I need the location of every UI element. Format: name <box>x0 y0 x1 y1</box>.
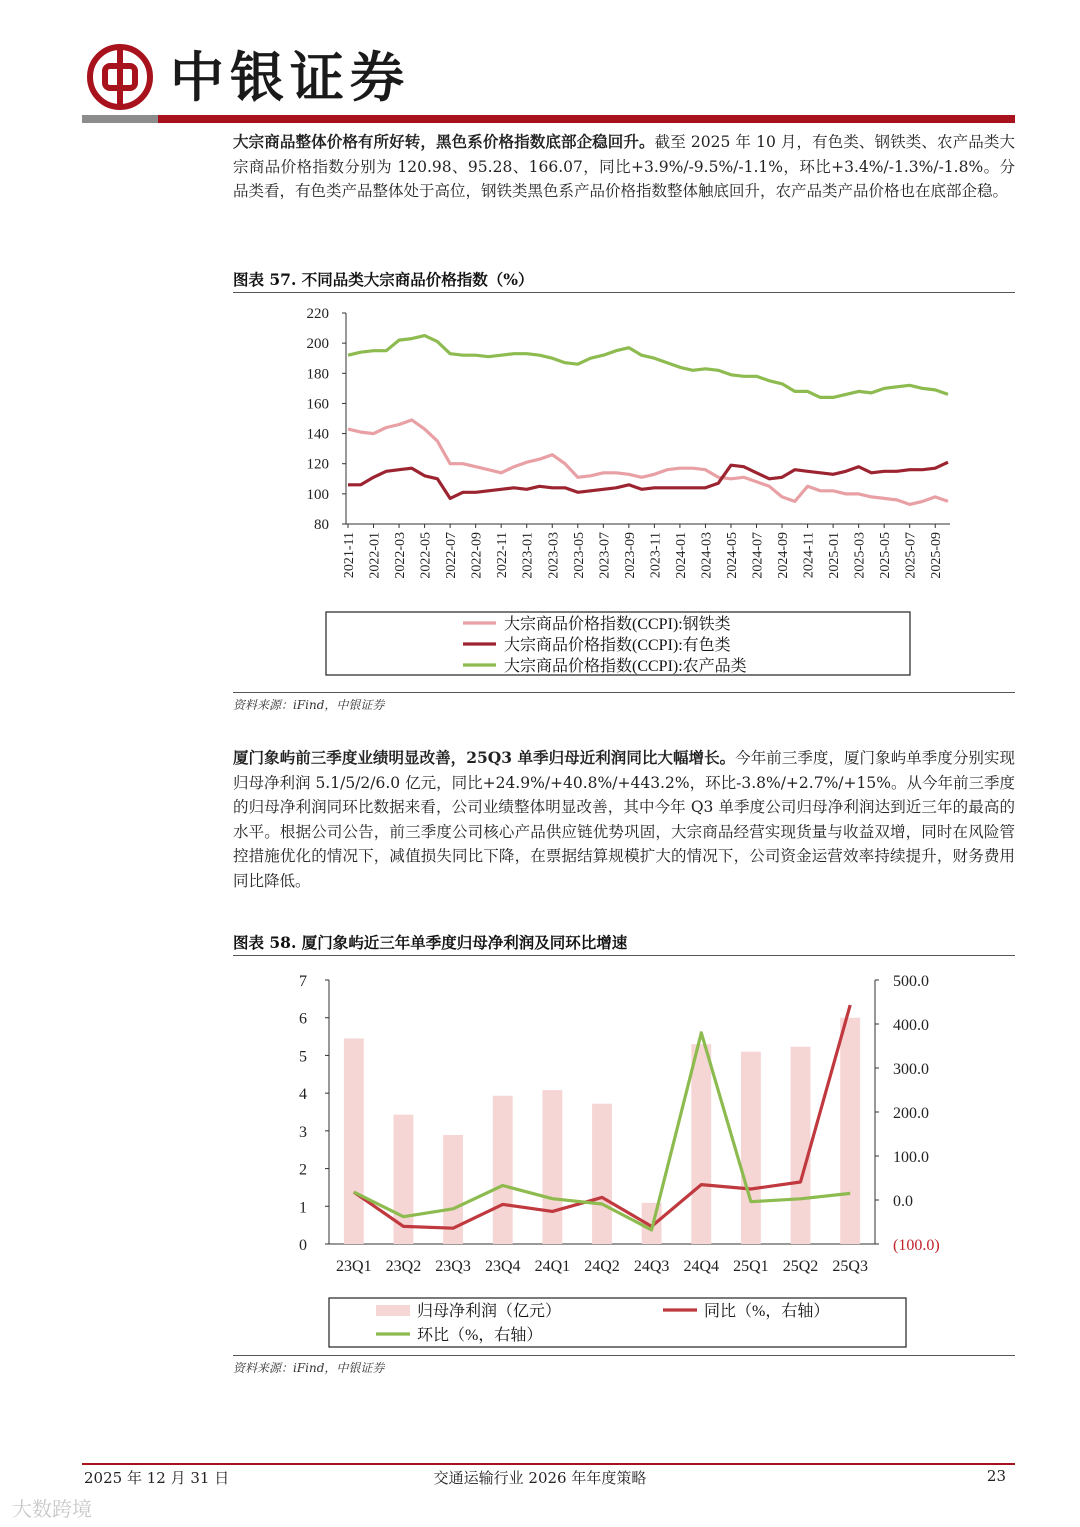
right-tick-label: 500.0 <box>893 973 929 990</box>
x-tick-label: 2022-01 <box>367 532 383 579</box>
figure-57-bottom-rule <box>233 692 1015 693</box>
legend-label: 大宗商品价格指数(CCPI):钢铁类 <box>504 616 731 633</box>
y-tick-label: 220 <box>306 306 329 322</box>
profit-bar <box>592 1104 612 1244</box>
legend-label: 大宗商品价格指数(CCPI):农产品类 <box>504 658 747 675</box>
header-bar-red <box>158 115 1015 123</box>
right-tick-label: 400.0 <box>893 1017 929 1034</box>
x-tick-label: 2023-09 <box>622 532 638 579</box>
left-tick-label: 6 <box>299 1010 307 1028</box>
left-tick-label: 2 <box>299 1161 307 1179</box>
y-tick-label: 200 <box>306 336 329 353</box>
x-tick-label: 2024-05 <box>724 532 740 579</box>
series-line <box>348 336 948 398</box>
x-tick-label: 2023-05 <box>571 532 587 579</box>
right-tick-label: 200.0 <box>893 1105 929 1122</box>
x-tick-label: 2024-01 <box>673 532 689 579</box>
x-tick-label: 2022-07 <box>444 532 460 579</box>
y-tick-label: 140 <box>306 426 329 443</box>
profit-bar <box>840 1018 860 1244</box>
category-label: 23Q2 <box>385 1258 422 1275</box>
paragraph-xiamen-xiangyu <box>233 746 1015 893</box>
y-tick-label: 180 <box>306 366 329 383</box>
profit-bar <box>542 1090 562 1244</box>
legend-swatch <box>376 1305 410 1316</box>
x-tick-label: 2024-07 <box>750 532 766 579</box>
x-tick-label: 2023-07 <box>597 532 613 579</box>
x-tick-label: 2024-03 <box>699 532 715 579</box>
footer-title: 交通运输行业 2026 年年度策略 <box>433 1469 647 1487</box>
net-profit-growth-chart <box>233 958 1015 1352</box>
figure-58-top-rule <box>233 955 1015 956</box>
left-tick-label: 3 <box>299 1123 307 1141</box>
header-bar-gray <box>82 115 158 123</box>
figure-57-title: 图表 57. 不同品类大宗商品价格指数（%） <box>233 270 534 289</box>
commodity-price-index-chart <box>233 296 1015 688</box>
category-label: 24Q1 <box>534 1258 571 1275</box>
left-tick-label: 7 <box>299 973 307 990</box>
category-label: 23Q1 <box>336 1258 372 1275</box>
y-tick-label: 120 <box>306 456 329 473</box>
x-tick-label: 2024-11 <box>801 532 817 579</box>
watermark: 大数跨境 <box>12 1497 92 1521</box>
legend-label: 同比（%，右轴） <box>704 1303 830 1320</box>
right-tick-label: 0.0 <box>893 1193 913 1210</box>
y-tick-label: 100 <box>306 486 329 503</box>
category-label: 25Q3 <box>832 1258 868 1275</box>
right-tick-label: (100.0) <box>893 1237 940 1254</box>
footer-rule <box>82 1463 1015 1465</box>
paragraph-lead: 大宗商品整体价格有所好转，黑色系价格指数底部企稳回升。 <box>233 132 655 151</box>
profit-bar <box>344 1038 364 1244</box>
category-label: 25Q2 <box>782 1258 819 1275</box>
x-tick-label: 2022-03 <box>393 532 409 579</box>
x-tick-label: 2024-09 <box>776 532 792 579</box>
x-tick-label: 2022-11 <box>495 532 511 579</box>
x-tick-label: 2022-09 <box>469 532 485 579</box>
left-tick-label: 5 <box>299 1048 307 1066</box>
x-tick-label: 2023-11 <box>648 532 664 579</box>
category-label: 23Q4 <box>484 1258 521 1275</box>
x-tick-label: 2025-09 <box>929 532 945 579</box>
x-tick-label: 2023-03 <box>546 532 562 579</box>
left-tick-label: 0 <box>299 1237 307 1254</box>
paragraph-commodity-prices <box>233 130 1015 204</box>
x-tick-label: 2022-05 <box>418 532 434 579</box>
y-tick-label: 160 <box>306 396 329 413</box>
x-tick-label: 2023-01 <box>520 532 536 579</box>
legend-label: 归母净利润（亿元） <box>417 1303 562 1320</box>
bank-of-china-logo <box>87 44 153 110</box>
x-tick-label: 2025-05 <box>878 532 894 579</box>
right-tick-label: 300.0 <box>893 1061 929 1078</box>
figure-58-title: 图表 58. 厦门象屿近三年单季度归母净利润及同环比增速 <box>233 933 628 952</box>
series-line <box>348 420 948 504</box>
profit-bar <box>493 1096 513 1244</box>
x-tick-label: 2025-07 <box>903 532 919 579</box>
figure-57-source: 资料来源：iFind，中银证券 <box>233 698 385 712</box>
profit-bar <box>741 1052 761 1244</box>
legend-label: 大宗商品价格指数(CCPI):有色类 <box>504 637 731 654</box>
page-number: 23 <box>986 1467 1006 1485</box>
legend-label: 环比（%，右轴） <box>417 1327 543 1344</box>
figure-57-top-rule <box>233 292 1015 293</box>
x-tick-label: 2021-11 <box>342 532 357 579</box>
figure-58-source: 资料来源：iFind，中银证券 <box>233 1361 385 1375</box>
category-label: 24Q4 <box>683 1258 720 1275</box>
profit-bar <box>791 1047 811 1244</box>
paragraph-body: 截至 2025 年 10 月，有色类、钢铁类、农产品类大宗商品价格指数分别为 120.98、95.28、166.07，同比+3.9%/-9.5%/-1.1%，环比+3.4%/-1.3%/-1.8%。分品类看，有色类产品整体处于高位，钢铁类黑色系产品价格指数整体触底回升，农产品类产品价格也在底部企稳。 <box>233 133 1015 200</box>
profit-bar <box>691 1044 711 1244</box>
category-label: 25Q1 <box>733 1258 769 1275</box>
category-label: 24Q3 <box>633 1258 670 1275</box>
footer-date: 2025 年 12 月 31 日 <box>84 1469 230 1487</box>
right-tick-label: 100.0 <box>893 1149 929 1166</box>
x-tick-label: 2025-01 <box>827 532 843 579</box>
paragraph-body: 今年前三季度，厦门象屿单季度分别实现归母净利润 5.1/5/2/6.0 亿元，同比+24.9%/+40.8%/+443.2%，环比-3.8%/+2.7%/+15%。从今年前三季度的归母净利润同环比数据来看，公司业绩整体明显改善，其中今年 Q3 单季度公司归母净利润达到近三年的最高的水平。根据公司公告，前三季度公司核心产品供应链优势巩固，大宗商品经营实现货量与收益双增，同时在风险管控措施优化的情况下，减值损失同比下降，在票据结算规模扩大的情况下，公司资金运营效率持续提升，财务费用同比降低。 <box>233 749 1015 890</box>
left-tick-label: 1 <box>299 1199 307 1217</box>
figure-58-bottom-rule <box>233 1355 1015 1356</box>
category-label: 23Q3 <box>435 1258 471 1275</box>
x-tick-label: 2025-03 <box>852 532 868 579</box>
category-label: 24Q2 <box>584 1258 620 1275</box>
paragraph-lead: 厦门象屿前三季度业绩明显改善，25Q3 单季归母近利润同比大幅增长。 <box>233 748 736 767</box>
brand-name: 中银证券 <box>170 45 410 109</box>
y-tick-label: 80 <box>314 517 329 533</box>
left-tick-label: 4 <box>299 1086 307 1104</box>
